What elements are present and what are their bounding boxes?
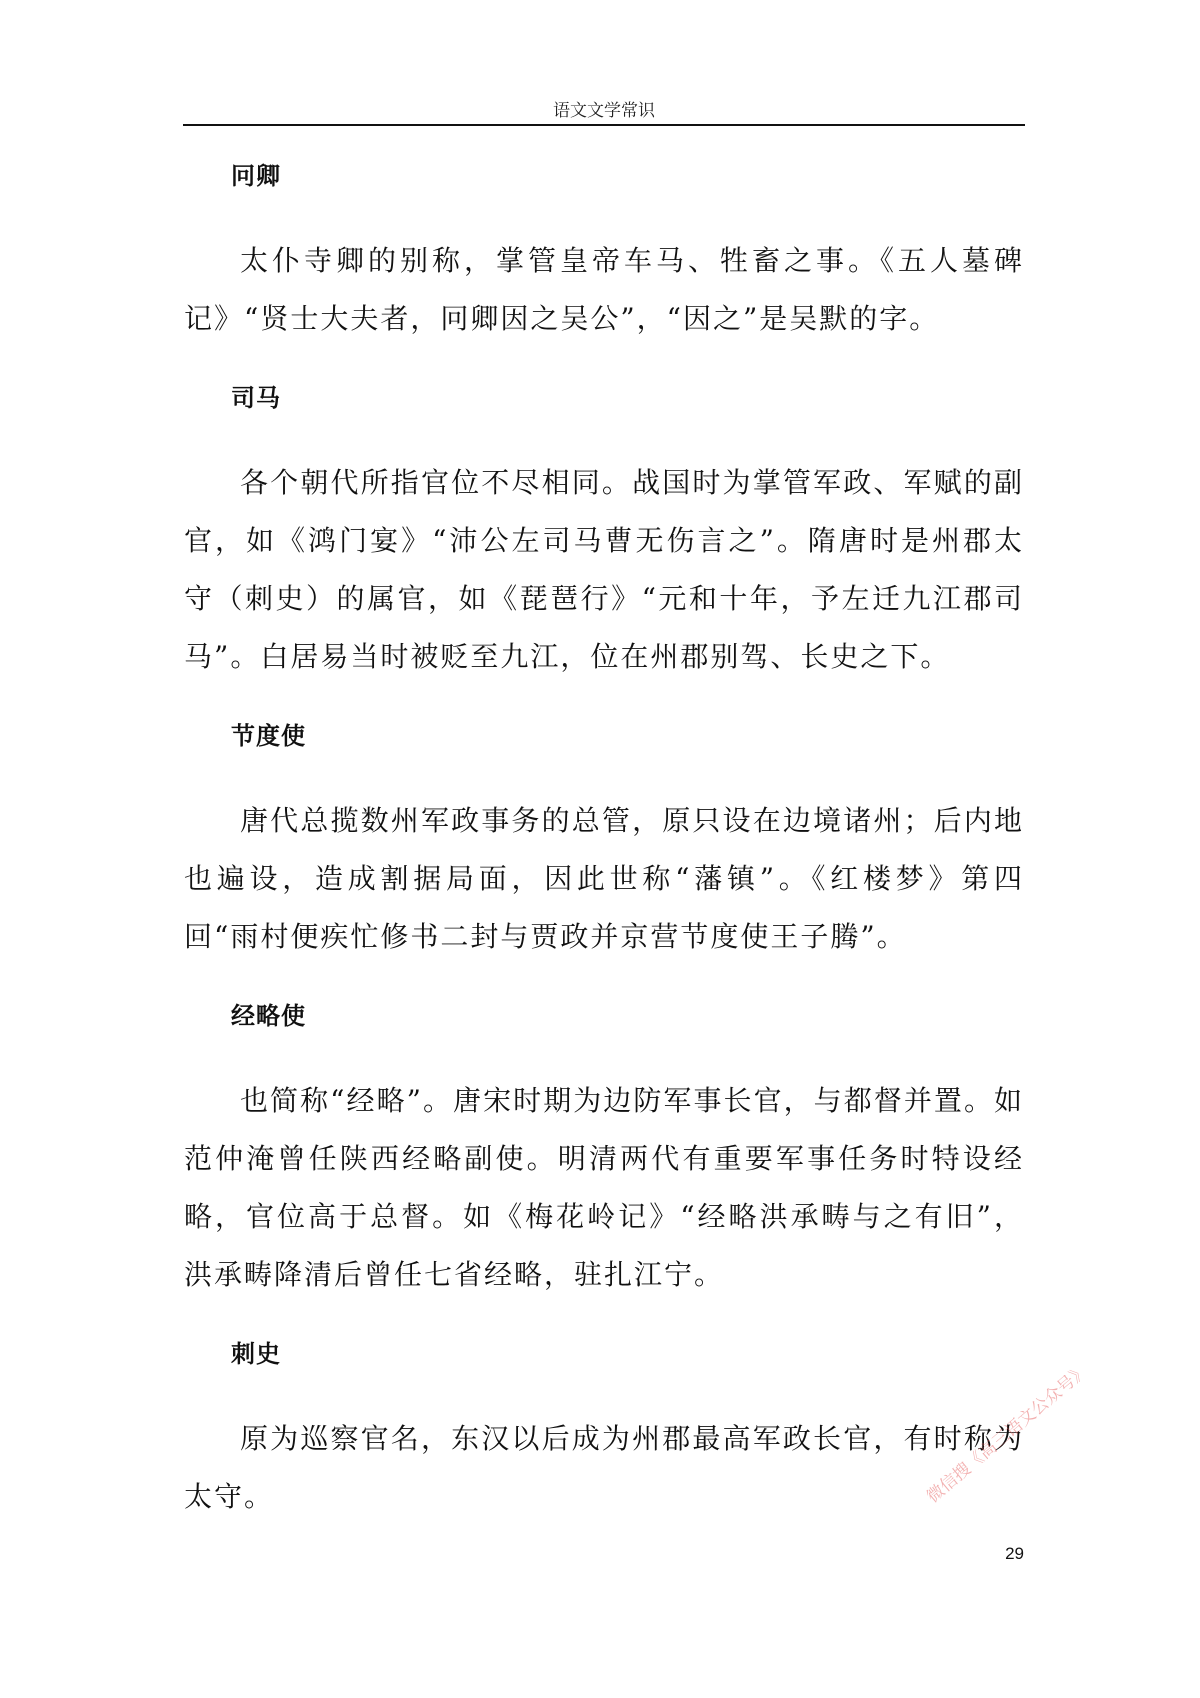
page-content — [184, 150, 1024, 1560]
entry-heading: 节度使 — [231, 722, 306, 750]
entry-paragraph: 也简称“经略”。唐宋时期为边防军事长官，与都督并置。如范仲淹曾任陕西经略副使。明清两代有重要军事任务时特设经略，官位高于总督。如《梅花岭记》“经略洪承畴与之有旧”，洪承畴降清后曾任七省经略，驻扎江宁。 — [184, 1084, 1024, 1291]
page-number: 29 — [1005, 1544, 1024, 1563]
entry-heading: 司马 — [231, 384, 281, 412]
entry-heading: 冋卿 — [231, 162, 281, 190]
running-header: 语文文学常识 — [553, 101, 655, 121]
entry-paragraph: 唐代总揽数州军政事务的总管，原只设在边境诸州；后内地也遍设，造成割据局面，因此世称“藩镇”。《红楼梦》第四回“雨村便疾忙修书二封与贾政并京营节度使王子腾”。 — [184, 804, 1024, 953]
entry-paragraph: 各个朝代所指官位不尽相同。战国时为掌管军政、军赋的副官，如《鸿门宴》“沛公左司马曹无伤言之”。隋唐时是州郡太守（刺史）的属官，如《琵琶行》“元和十年，予左迁九江郡司马”。白居易当时被贬至九江，位在州郡别驾、长史之下。 — [184, 466, 1024, 673]
entry-jinglueshi — [184, 1000, 1024, 1304]
entry-heading: 经略使 — [231, 1002, 306, 1030]
entry-paragraph: 太仆寺卿的别称，掌管皇帝车马、牲畜之事。《五人墓碑记》“贤士大夫者，冋卿因之吴公”，“因之”是吴默的字。 — [184, 244, 1024, 335]
header-divider — [183, 124, 1025, 126]
watermark: 微信搜《高三语文公众号》 — [923, 1360, 1093, 1508]
entry-paragraph: 原为巡察官名，东汉以后成为州郡最高军政长官，有时称为太守。 — [184, 1422, 1024, 1513]
entry-sima — [184, 382, 1024, 686]
entry-jiongqing — [184, 160, 1024, 348]
entry-jiedushi — [184, 720, 1024, 966]
entry-heading: 刺史 — [231, 1340, 281, 1368]
entry-cishi — [184, 1338, 1024, 1526]
